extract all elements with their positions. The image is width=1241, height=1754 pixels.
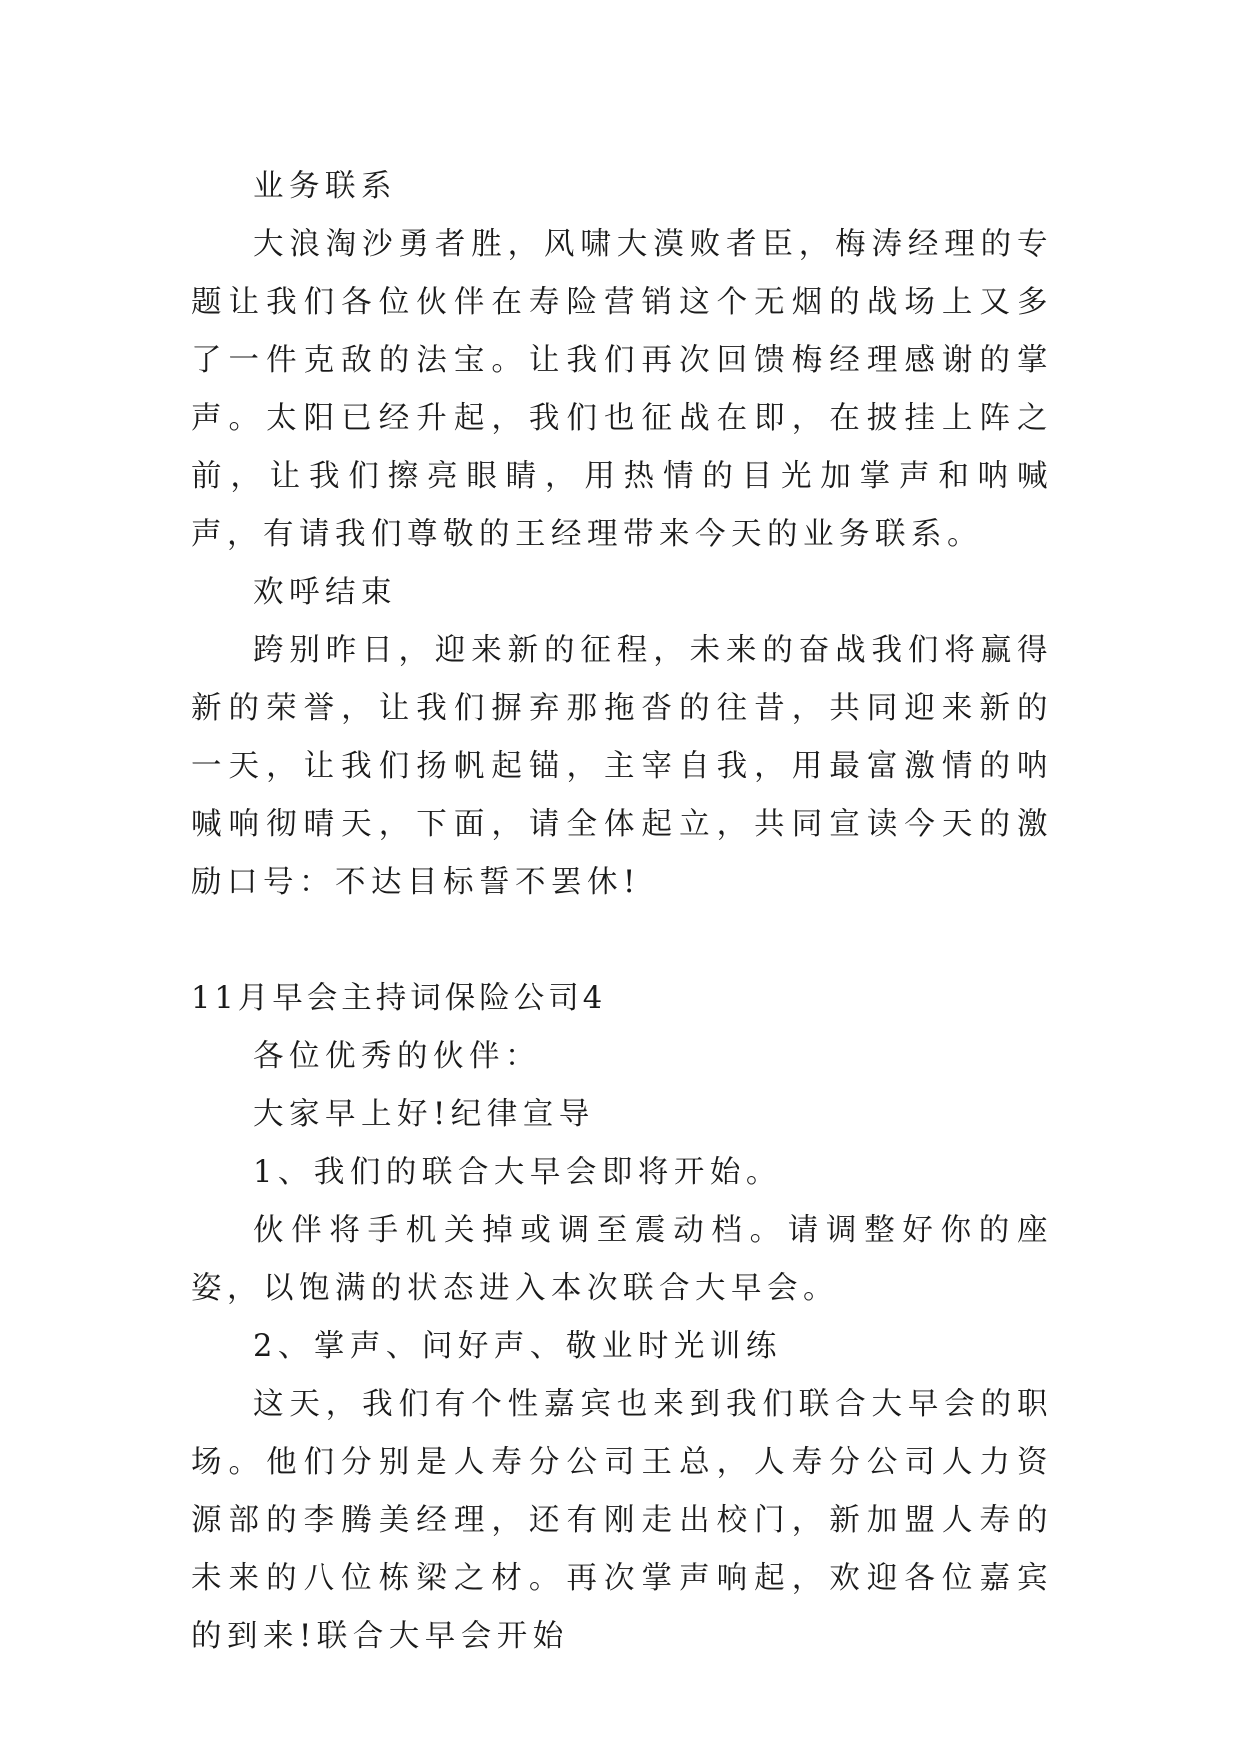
section-label-cheer-end: 欢呼结束 [253, 575, 397, 610]
paragraph-guests: 这天，我们有个性嘉宾也来到我们联合大早会的职场。他们分别是人寿分公司王总，人寿分公司人力资源部的李腾美经理，还有刚走出校门，新加盟人寿的未来的八位栋梁之材。再次掌声响起，欢迎各位嘉宾的到来!联合大早会开始 [191, 1387, 1053, 1654]
paragraph-phone-notice: 伙伴将手机关掉或调至震动档。请调整好你的座姿，以饱满的状态进入本次联合大早会。 [191, 1213, 1053, 1306]
section-label-business-contact: 业务联系 [253, 169, 397, 204]
document-body [191, 158, 1053, 1666]
paragraph-business-contact: 大浪淘沙勇者胜，风啸大漠败者臣，梅涛经理的专题让我们各位伙伴在寿险营销这个无烟的战场上又多了一件克敌的法宝。让我们再次回馈梅经理感谢的掌声。太阳已经升起，我们也征战在即，在披挂上阵之前，让我们擦亮眼睛，用热情的目光加掌声和呐喊声，有请我们尊敬的王经理带来今天的业务联系。 [191, 227, 1053, 552]
discipline-line: 大家早上好!纪律宣导 [253, 1097, 595, 1132]
section-heading: 11月早会主持词保险公司4 [191, 981, 607, 1016]
item-1-line: 1、我们的联合大早会即将开始。 [253, 1155, 782, 1190]
greeting-line: 各位优秀的伙伴： [253, 1039, 541, 1074]
item-2-line: 2、掌声、问好声、敬业时光训练 [253, 1329, 782, 1364]
section-spacer [191, 912, 1053, 970]
paragraph-cheer-end: 跨别昨日，迎来新的征程，未来的奋战我们将赢得新的荣誉，让我们摒弃那拖沓的往昔，共同迎来新的一天，让我们扬帆起锚，主宰自我，用最富激情的呐喊响彻晴天，下面，请全体起立，共同宣读今天的激励口号：不达目标誓不罢休! [191, 633, 1053, 900]
